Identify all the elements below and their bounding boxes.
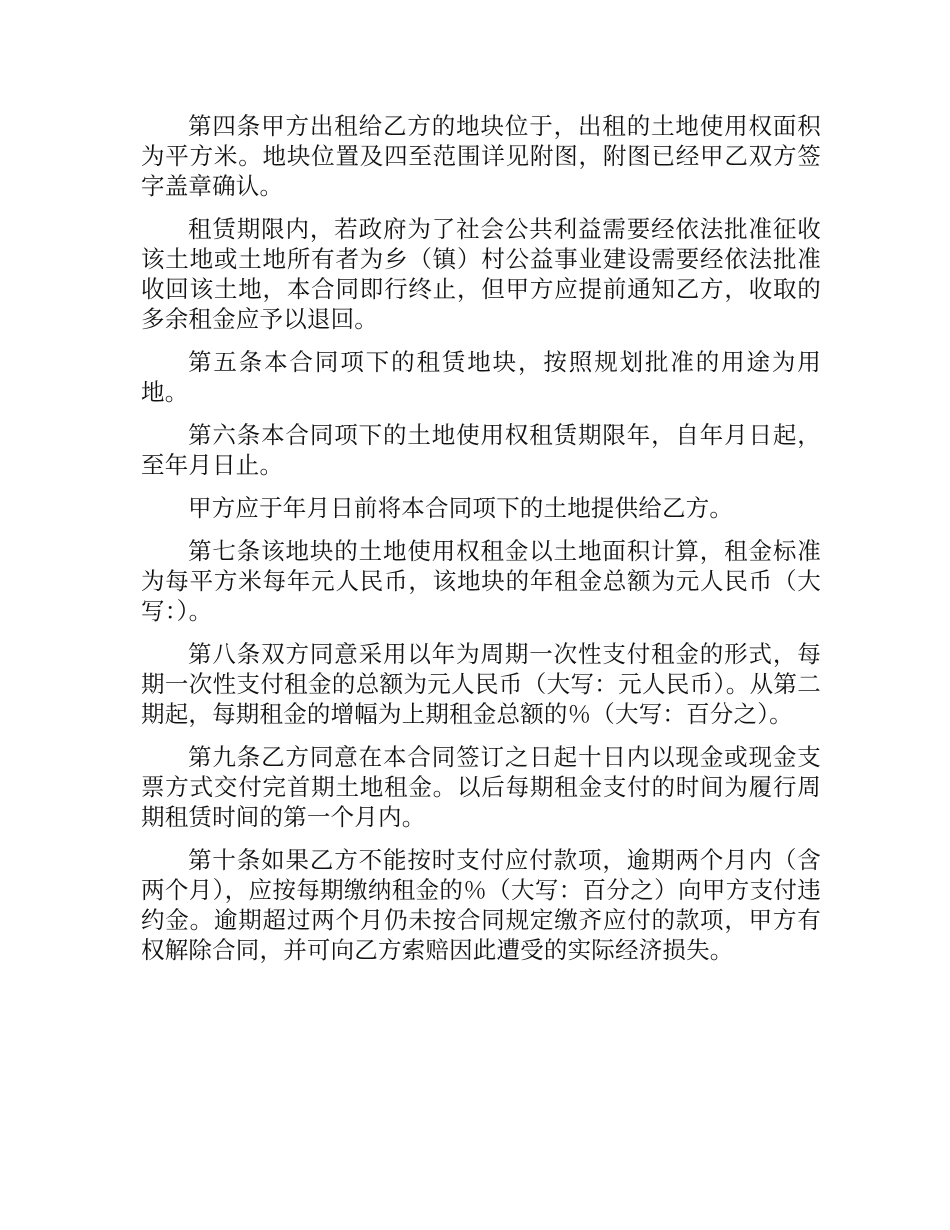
paragraph-lease-termination: 租赁期限内，若政府为了社会公共利益需要经依法批准征收该土地或土地所有者为乡（镇）村公益事业建设需要经依法批准收回该土地，本合同即行终止，但甲方应提前通知乙方，收取的多余租金应予以退回。 <box>141 215 821 333</box>
paragraph-article-6: 第六条本合同项下的土地使用权租赁期限年，自年月日起，至年月日止。 <box>141 421 821 479</box>
document-body <box>141 111 821 978</box>
paragraph-article-9: 第九条乙方同意在本合同签订之日起十日内以现金或现金支票方式交付完首期土地租金。以后每期租金支付的时间为履行周期租赁时间的第一个月内。 <box>141 743 821 831</box>
paragraph-article-4: 第四条甲方出租给乙方的地块位于，出租的土地使用权面积为平方米。地块位置及四至范围详见附图，附图已经甲乙双方签字盖章确认。 <box>141 112 821 200</box>
paragraph-land-delivery: 甲方应于年月日前将本合同项下的土地提供给乙方。 <box>188 494 734 522</box>
paragraph-article-8: 第八条双方同意采用以年为周期一次性支付租金的形式，每期一次性支付租金的总额为元人民币（大写：元人民币）。从第二期起，每期租金的增幅为上期租金总额的％（大写：百分之）。 <box>141 640 821 728</box>
paragraph-article-7: 第七条该地块的土地使用权租金以土地面积计算，租金标准为每平方米每年元人民币，该地块的年租金总额为元人民币（大写：）。 <box>141 537 821 625</box>
paragraph-article-5: 第五条本合同项下的租赁地块，按照规划批准的用途为用地。 <box>141 348 821 406</box>
paragraph-article-10: 第十条如果乙方不能按时支付应付款项，逾期两个月内（含两个月），应按每期缴纳租金的％（大写：百分之）向甲方支付违约金。逾期超过两个月仍未按合同规定缴齐应付的款项，甲方有权解除合同，并可向乙方索赔因此遭受的实际经济损失。 <box>141 846 821 964</box>
